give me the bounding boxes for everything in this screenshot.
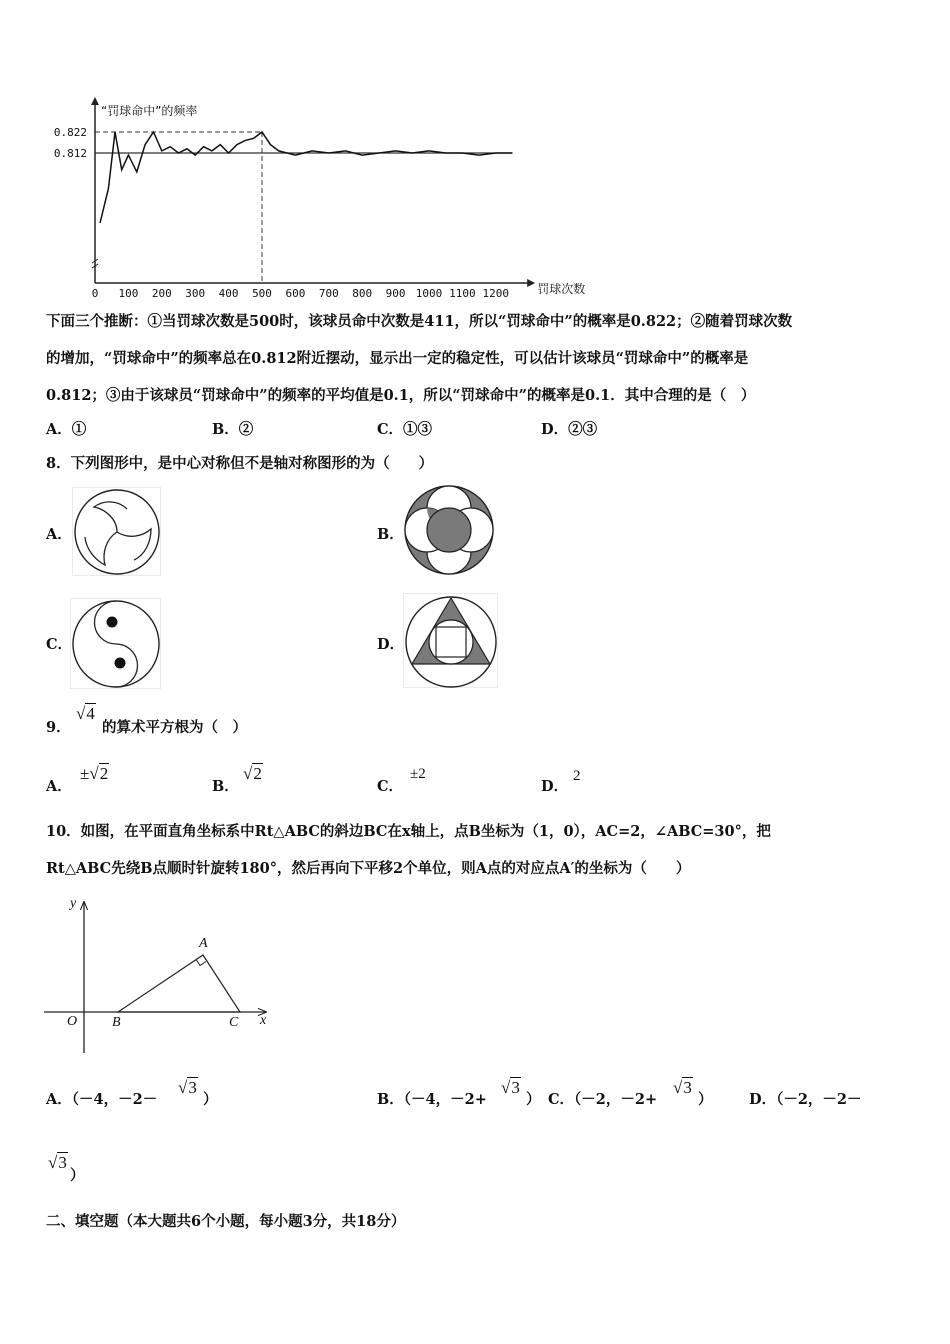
q7-option-c[interactable]: C．①③ bbox=[377, 421, 433, 438]
q9-sqrt-4: √4 bbox=[76, 704, 95, 723]
q10-text-line2: Rt△ABC先绕B点顺时针旋转180°，然后再向下平移2个单位，则A点的对应点A′的坐标为（ ） bbox=[46, 860, 691, 877]
q10-coordinate-figure bbox=[40, 895, 280, 1055]
figure-c-yinyang bbox=[70, 598, 162, 690]
q9-radicand: 4 bbox=[86, 704, 95, 723]
figure-d-triangle bbox=[403, 593, 499, 689]
fig-label-y: y bbox=[70, 896, 77, 911]
section-2-heading: 二、填空题（本大题共6个小题，每小题3分，共18分） bbox=[46, 1213, 406, 1230]
q10-option-d-rad: √3 bbox=[48, 1153, 67, 1172]
chart-svg bbox=[40, 95, 600, 300]
q10-option-a-rad: √3 bbox=[178, 1078, 197, 1097]
series-frequency-line bbox=[100, 132, 513, 223]
q7-option-d[interactable]: D．②③ bbox=[541, 421, 598, 438]
q7-text-line1: 下面三个推断：①当罚球次数是500时，该球员命中次数是411，所以“罚球命中”的概率是0.822；②随着罚球次数 bbox=[46, 313, 793, 330]
x-tick-label: 600 bbox=[285, 287, 306, 300]
q7-option-a[interactable]: A．① bbox=[46, 421, 87, 438]
q9-option-a-label[interactable]: A． bbox=[46, 778, 72, 795]
q9-option-b-value[interactable]: √2 bbox=[243, 764, 262, 783]
q7-option-b[interactable]: B．② bbox=[212, 421, 254, 438]
q8-option-c-label[interactable]: C． bbox=[46, 636, 73, 653]
x-tick-label: 900 bbox=[385, 287, 406, 300]
x-tick-label: 100 bbox=[118, 287, 139, 300]
x-tick-label: 700 bbox=[318, 287, 339, 300]
y-tick-label: 0.822 bbox=[53, 126, 87, 139]
x-tick-label: 1100 bbox=[449, 287, 476, 300]
q10-option-b-rad: √3 bbox=[501, 1078, 520, 1097]
x-axis-arrow bbox=[527, 279, 535, 287]
q10-option-d-close: ） bbox=[70, 1167, 85, 1184]
q8-option-b-label[interactable]: B． bbox=[377, 526, 404, 543]
x-tick-label: 200 bbox=[151, 287, 172, 300]
x-tick-label: 500 bbox=[252, 287, 272, 300]
q10-option-a[interactable]: A．（－4，－2－ bbox=[46, 1091, 158, 1108]
q10-option-d[interactable]: D．（－2，－2－ bbox=[749, 1091, 862, 1108]
q8-text: 8．下列图形中，是中心对称但不是轴对称图形的为（ ） bbox=[46, 455, 434, 472]
fig-label-a: A bbox=[199, 936, 208, 951]
x-tick-label: 0 bbox=[91, 287, 99, 300]
y-tick-label: 0.812 bbox=[53, 147, 87, 160]
x-tick-label: 400 bbox=[218, 287, 239, 300]
x-tick-label: 300 bbox=[185, 287, 206, 300]
fig-label-b: B bbox=[112, 1015, 121, 1030]
q8-option-a-label[interactable]: A． bbox=[46, 526, 72, 543]
x-axis-title: 罚球次数 bbox=[537, 282, 586, 296]
q10-option-a-close: ） bbox=[203, 1091, 218, 1108]
fig-label-x: x bbox=[260, 1013, 267, 1028]
q10-option-c[interactable]: C．（－2，－2+ bbox=[548, 1091, 658, 1108]
figure-b-flower bbox=[403, 484, 495, 576]
frequency-chart bbox=[40, 95, 600, 300]
q9-option-d-value[interactable]: 2 bbox=[573, 768, 581, 784]
figure-a-swirl bbox=[72, 487, 162, 577]
q9-suffix: 的算术平方根为（ ） bbox=[102, 719, 247, 736]
q7-text-line3: 0.812；③由于该球员“罚球命中”的频率的平均值是0.1，所以“罚球命中”的概率是0.1．其中合理的是（ ） bbox=[46, 387, 756, 404]
q10-text-line1: 10．如图，在平面直角坐标系中Rt△ABC的斜边BC在x轴上，点B坐标为（1，0），AC=2，∠ABC=30°，把 bbox=[46, 823, 771, 840]
x-tick-label: 800 bbox=[352, 287, 373, 300]
q9-option-a-value[interactable]: ±√2 bbox=[80, 764, 109, 783]
q9-option-b-label[interactable]: B． bbox=[212, 778, 239, 795]
q9-option-d-label[interactable]: D． bbox=[541, 778, 569, 795]
q10-option-c-close: ） bbox=[698, 1091, 713, 1108]
x-tick-label: 1200 bbox=[482, 287, 510, 300]
fig-label-c: C bbox=[229, 1015, 239, 1030]
x-tick-label: 1000 bbox=[415, 287, 443, 300]
q9-prefix: 9． bbox=[46, 719, 71, 736]
q9-option-c-label[interactable]: C． bbox=[377, 778, 404, 795]
q9-option-c-value[interactable]: ±2 bbox=[410, 766, 426, 782]
q10-option-b[interactable]: B．（－4，－2+ bbox=[377, 1091, 487, 1108]
q7-text-line2: 的增加，“罚球命中”的频率总在0.812附近摆动，显示出一定的稳定性，可以估计该球员“罚球命中”的概率是 bbox=[46, 350, 749, 367]
q10-option-c-rad: √3 bbox=[673, 1078, 692, 1097]
q8-option-d-label[interactable]: D． bbox=[377, 636, 405, 653]
q10-option-b-close: ） bbox=[526, 1091, 541, 1108]
y-axis-arrow bbox=[91, 97, 99, 105]
fig-label-o: O bbox=[67, 1014, 78, 1029]
y-axis-title: “罚球命中”的频率 bbox=[101, 104, 198, 118]
